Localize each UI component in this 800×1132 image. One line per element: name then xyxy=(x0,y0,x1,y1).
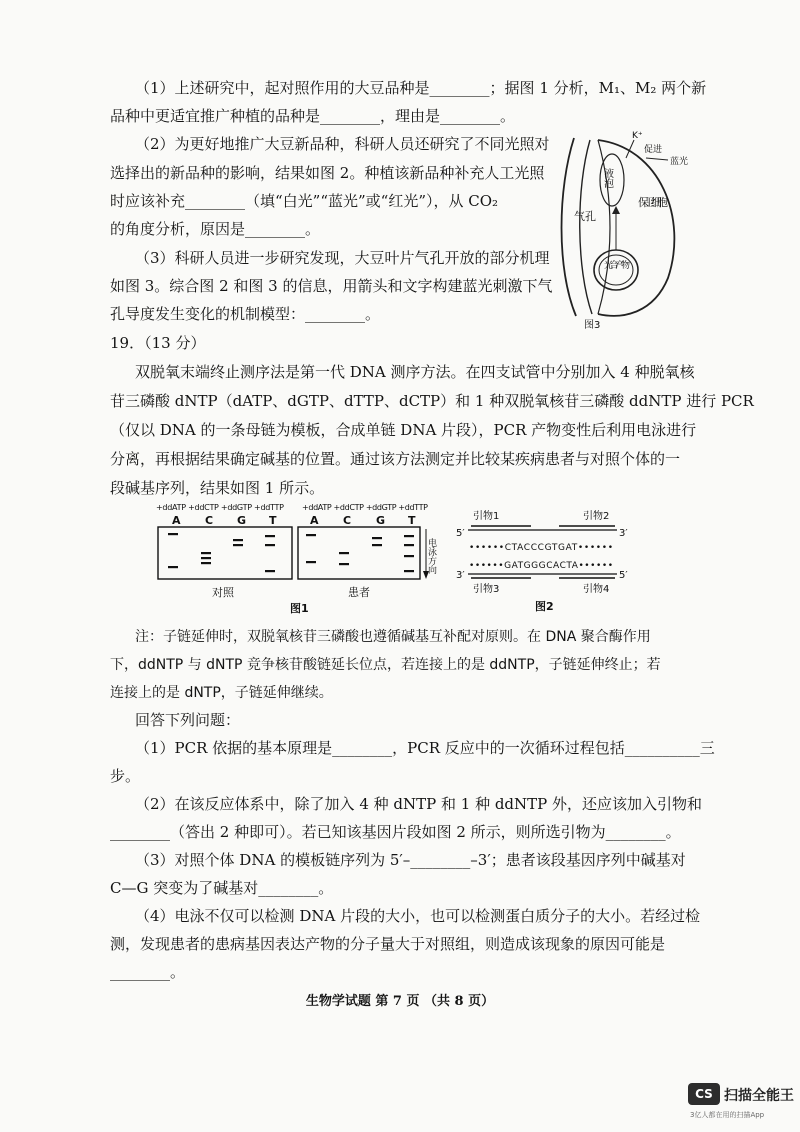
stoma-pore-edge xyxy=(580,140,592,314)
page-footer: 生物学试题 第 7 页 （共 8 页） xyxy=(305,994,495,1009)
q18-part3-line2: 如图 3。综合图 2 和图 3 的信息，用箭头和文字构建蓝光刺激下气 xyxy=(110,277,553,295)
figure-2-primers xyxy=(455,510,635,614)
direction-label: 电泳方向 xyxy=(426,538,436,574)
control-band xyxy=(233,539,243,541)
lane-c-control: C xyxy=(205,514,214,527)
q19-part4-line3: ________。 xyxy=(110,963,186,981)
patient-band xyxy=(339,563,349,565)
q18-part2-line3: 时应该补充________（填“白光”“蓝光”或“红光”），从 CO₂ xyxy=(110,192,499,210)
q19-part1-line2: 步。 xyxy=(110,767,141,785)
blue-light-label: 蓝光 xyxy=(670,157,689,167)
q18-part3-line1: （3）科研人员进一步研究发现，大豆叶片气孔开放的部分机理 xyxy=(135,249,550,267)
q19-part2-line1: （2）在该反应体系中，除了加入 4 种 dNTP 和 1 种 ddNTP 外，还应该加入引物和 xyxy=(135,795,703,813)
figure-2-caption: 图2 xyxy=(535,600,554,613)
control-band xyxy=(168,533,178,535)
primer3-label: 引物3 xyxy=(473,584,500,595)
patient-band xyxy=(372,537,382,539)
patient-gel-frame xyxy=(298,527,420,579)
patient-band xyxy=(306,561,316,563)
figure-1-caption: 图1 xyxy=(290,602,309,615)
q19-part4-line1: （4）电泳不仅可以检测 DNA 片段的大小，也可以检测蛋白质分子的大小。若经过检 xyxy=(135,907,701,925)
camscanner-subtitle: 3亿人都在用的扫描App xyxy=(690,1111,765,1119)
primer2-label: 引物2 xyxy=(583,511,610,522)
q19-part4-line2: 测，发现患者的患病基因表达产物的分子量大于对照组，则造成该现象的原因可能是 xyxy=(110,935,666,953)
reagents-label-patient: +ddATP +ddCTP +ddGTP +ddTTP xyxy=(302,503,428,512)
note-line1: 注：子链延伸时，双脱氧核苷三磷酸也遵循碱基互补配对原则。在 DNA 聚合酶作用 xyxy=(135,629,651,645)
stoma-label: 气孔 xyxy=(574,210,596,223)
bottom-strand-5prime: 5′ xyxy=(619,570,628,581)
q19-intro-line3: （仅以 DNA 的一条母链为模板，合成单链 DNA 片段），PCR 产物变性后利用电泳进行 xyxy=(110,421,697,439)
q19-header: 19．（13 分） xyxy=(110,334,206,352)
sequence-bottom: ••••••GATGGGCACTA•••••• xyxy=(469,561,613,571)
q19-intro-line2: 苷三磷酸 dNTP（dATP、dGTP、dTTP、dCTP）和 1 种双脱氧核苷三磷酸 ddNTP 进行 PCR xyxy=(110,392,754,410)
control-band xyxy=(265,535,275,537)
guard-cell-inner-wall xyxy=(598,140,610,314)
control-band xyxy=(265,544,275,546)
patient-band xyxy=(404,570,414,572)
vacuole-label-1: 液泡 xyxy=(601,168,613,188)
q19-part1-line1: （1）PCR 依据的基本原理是________，PCR 反应中的一次循环过程包括__________三 xyxy=(135,739,715,757)
top-strand-5prime: 5′ xyxy=(456,528,465,539)
top-strand-3prime: 3′ xyxy=(619,528,628,539)
note-line2: 下，ddNTP 与 dNTP 竞争核苷酸链延长位点，若连接上的是 ddNTP，子链延伸终止；若 xyxy=(110,657,661,673)
photo-product-label: 光合产物 xyxy=(604,261,630,271)
k-ion-label: K⁺ xyxy=(632,131,643,141)
patient-band xyxy=(306,534,316,536)
lane-t-patient: T xyxy=(408,514,416,527)
primer1-label: 引物1 xyxy=(473,511,500,522)
control-band xyxy=(168,566,178,568)
patient-label: 患者 xyxy=(348,586,370,599)
bottom-strand-3prime: 3′ xyxy=(456,570,465,581)
q18-part2-line2: 选择出的新品种的影响，结果如图 2。种植该新品种补充人工光照 xyxy=(110,164,545,182)
q19-intro-line1: 双脱氧末端终止测序法是第一代 DNA 测序方法。在四支试管中分别加入 4 种脱氧核 xyxy=(135,363,695,381)
control-band xyxy=(201,557,211,559)
lane-g-patient: G xyxy=(376,514,386,527)
lane-t-control: T xyxy=(269,514,277,527)
control-label: 对照 xyxy=(212,586,234,599)
q19-part3-line2: C—G 突变为了碱基对________。 xyxy=(110,879,334,897)
camscanner-title: 扫描全能王 xyxy=(724,1088,794,1104)
patient-band xyxy=(404,544,414,546)
q19-intro-line5: 段碱基序列，结果如图 1 所示。 xyxy=(110,479,325,497)
figure-3-stoma-diagram xyxy=(550,128,700,334)
q18-part3-line3: 孔导度发生变化的机制模型：________。 xyxy=(110,305,381,323)
control-band xyxy=(201,552,211,554)
control-band xyxy=(201,562,211,564)
lane-g-control: G xyxy=(237,514,247,527)
q19-intro-line4: 分离，再根据结果确定碱基的位置。通过该方法测定并比较某疾病患者与对照个体的一 xyxy=(110,450,681,468)
q18-part1-line2: 品种中更适宜推广种植的品种是________，理由是________。 xyxy=(110,107,516,125)
lane-a-patient: A xyxy=(310,514,319,527)
figure-1-gels xyxy=(150,500,450,618)
q18-part2-line4: 的角度分析，原因是________。 xyxy=(110,220,321,238)
q19-part2-line2: ________（答出 2 种即可）。若已知该基因片段如图 2 所示，则所选引物为________。 xyxy=(110,823,681,841)
patient-band xyxy=(339,552,349,554)
promote-label: 促进 xyxy=(644,145,663,155)
patient-band xyxy=(372,544,382,546)
lane-a-control: A xyxy=(172,514,181,527)
primer4-label: 引物4 xyxy=(583,584,610,595)
q18-part1-line1: （1）上述研究中，起对照作用的大豆品种是________；据图 1 分析，M₁、M₂ 两个新 xyxy=(135,79,707,97)
blue-light-arrow xyxy=(646,158,668,160)
reagents-label-control: +ddATP +ddCTP +ddGTP +ddTTP xyxy=(156,503,284,512)
product-arrow-head xyxy=(612,206,620,214)
camscanner-logo: CS xyxy=(688,1083,720,1105)
answer-prompt: 回答下列问题： xyxy=(135,711,241,729)
guard-cell-left-wall xyxy=(562,138,577,316)
q19-part3-line1: （3）对照个体 DNA 的模板链序列为 5′–________–3′；患者该段基因序列中碱基对 xyxy=(135,851,686,869)
patient-band xyxy=(404,555,414,557)
guard-cell-label: 保卫细胞 xyxy=(638,196,668,209)
control-band xyxy=(233,544,243,546)
lane-c-patient: C xyxy=(343,514,352,527)
figure-3-caption: 图3 xyxy=(584,320,601,331)
patient-band xyxy=(404,535,414,537)
q18-part2-line1: （2）为更好地推广大豆新品种，科研人员还研究了不同光照对 xyxy=(135,135,550,153)
note-line3: 连接上的是 dNTP，子链延伸继续。 xyxy=(110,685,333,701)
sequence-top: ••••••CTACCCGTGAT•••••• xyxy=(469,543,613,553)
control-band xyxy=(265,570,275,572)
